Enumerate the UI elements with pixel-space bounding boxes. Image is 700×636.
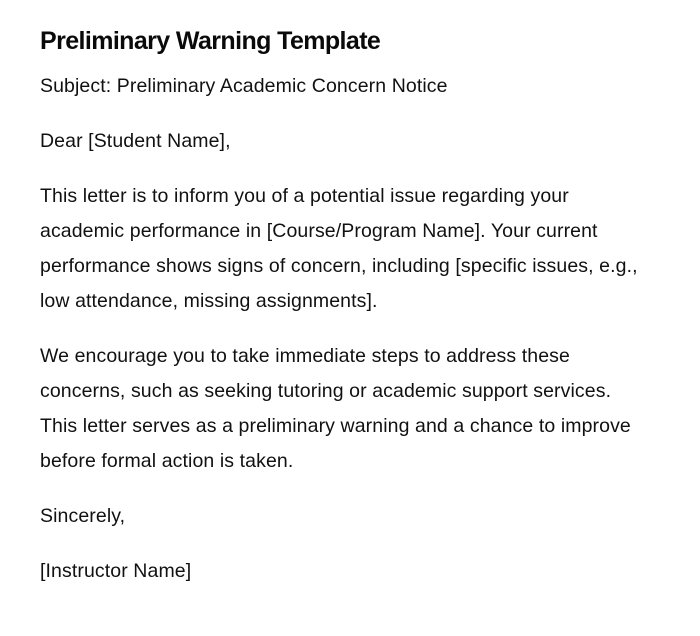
body-paragraph-2: We encourage you to take immediate steps to address these concerns, such as seeking tutoring or academic support services. This letter serves as a preliminary warning and a chance to improve before formal action is taken.	[40, 345, 631, 472]
closing: Sincerely,	[40, 505, 126, 527]
subject-line: Subject: Preliminary Academic Concern Notice	[40, 75, 448, 97]
document-title: Preliminary Warning Template	[40, 27, 381, 55]
signature: [Instructor Name]	[40, 560, 192, 582]
body-paragraph-1: This letter is to inform you of a potential issue regarding your academic performance in [Course/Program Name]. Your current performance shows signs of concern, including [specific issues, e.g., low attendance, missing assignments].	[40, 185, 638, 312]
salutation: Dear [Student Name],	[40, 130, 231, 152]
